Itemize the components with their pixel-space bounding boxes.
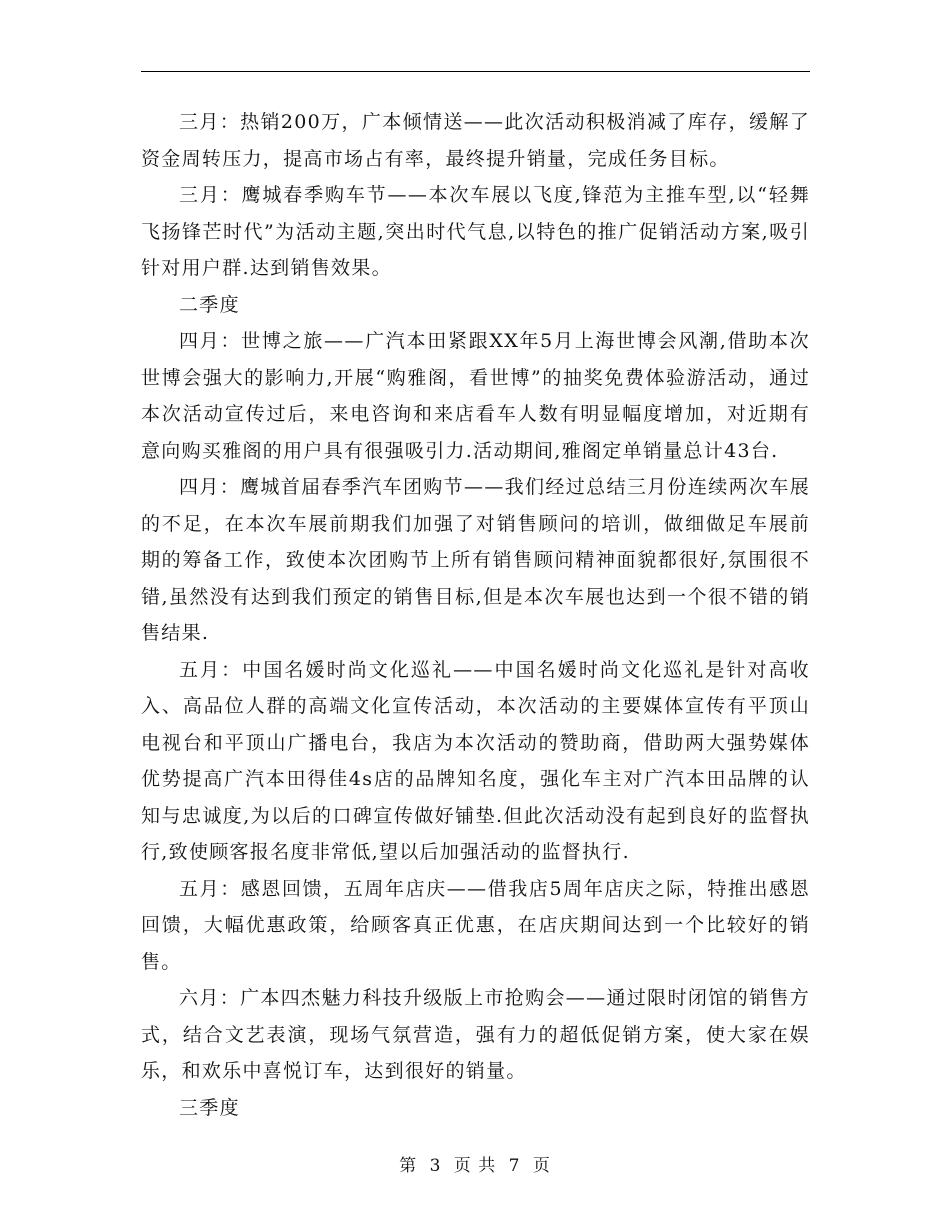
paragraph-april-expo: 四月：世博之旅——广汽本田紧跟XX年5月上海世博会风潮,借助本次世博会强大的影响力,开展“购雅阁，看世博”的抽奖免费体验游活动，通过本次活动宣传过后，来电咨询和来店看车人数有明显幅度增加，对近期有意向购买雅阁的用户具有很强吸引力.活动期间,雅阁定单销量总计43台. [141,330,810,462]
paragraph-june-launch: 六月：广本四杰魅力科技升级版上市抢购会——通过限时闭馆的销售方式，结合文艺表演，现场气氛营造，强有力的超低促销方案，使大家在娱乐，和欢乐中喜悦订车，达到很好的销量。 [141,987,810,1082]
footer-middle: 页 共 [453,1156,497,1176]
footer-prefix: 第 [399,1156,418,1176]
paragraph-may-culture-tour: 五月：中国名媛时尚文化巡礼——中国名媛时尚文化巡礼是针对高收入、高品位人群的高端文化宣传活动，本次活动的主要媒体宣传有平顶山电视台和平顶山广播电台，我店为本次活动的赞助商，借助两大强势媒体优势提高广汽本田得佳4s店的品牌知名度，强化车主对广汽本田品牌的认知与忠诚度,为以后的口碑宣传做好铺垫.但此次活动没有起到良好的监督执行,致使顾客报名度非常低,望以后加强活动的监督执行. [141,658,810,863]
total-page-number: 7 [508,1156,521,1176]
current-page-number: 3 [429,1156,442,1176]
paragraph-march-car-festival: 三月：鹰城春季购车节——本次车展以飞度,锋范为主推车型,以“轻舞飞扬锋芒时代”为活动主题,突出时代气息,以特色的推广促销活动方案,吸引针对用户群.达到销售效果。 [141,184,810,279]
header-rule [141,71,810,72]
body-text [141,104,810,1126]
section-heading-q3: 三季度 [179,1096,240,1119]
page-footer [0,1154,950,1178]
paragraph-april-group-buy: 四月：鹰城首届春季汽车团购节——我们经过总结三月份连续两次车展的不足，在本次车展前期我们加强了对销售顾问的培训，做细做足车展前期的筹备工作，致使本次团购节上所有销售顾问精神面貌都很好,氛围很不错,虽然没有达到我们预定的销售目标,但是本次车展也达到一个很不错的销售结果. [141,476,810,644]
footer-suffix: 页 [532,1156,551,1176]
paragraph-march-sales: 三月：热销200万，广本倾情送——此次活动积极消减了库存，缓解了资金周转压力，提高市场占有率，最终提升销量，完成任务目标。 [141,111,810,170]
paragraph-may-anniversary: 五月：感恩回馈，五周年店庆——借我店5周年店庆之际，特推出感恩回馈，大幅优惠政策，给顾客真正优惠，在店庆期间达到一个比较好的销售。 [141,877,810,973]
section-heading-q2: 二季度 [179,293,240,316]
